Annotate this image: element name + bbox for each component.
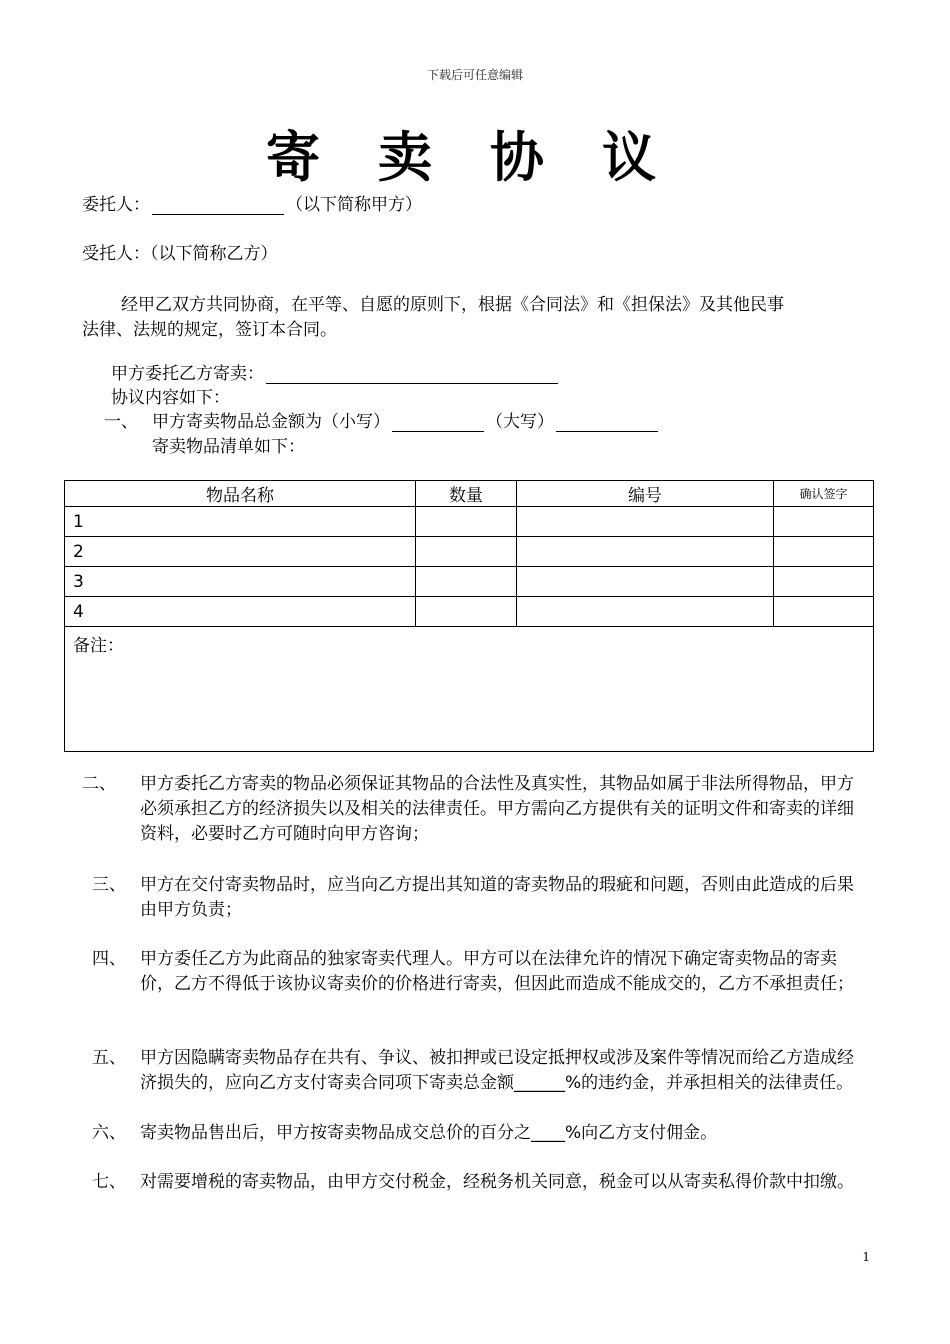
row-number: 2: [65, 537, 416, 567]
quantity-cell[interactable]: [416, 537, 517, 567]
clause-5: [92, 1046, 872, 1126]
clause-text: 对需要增税的寄卖物品，由甲方交付税金，经税务机关同意，税金可以从寄卖私得价款中扣缴。: [140, 1172, 854, 1192]
clause-number: 七、: [92, 1172, 126, 1192]
table-row: [65, 597, 874, 627]
page-number: 1: [862, 1250, 870, 1264]
amount-upper-blank[interactable]: [556, 414, 658, 432]
header-note: 下载后可任意编辑: [426, 68, 523, 82]
entrustor-blank[interactable]: [152, 197, 284, 215]
serial-cell[interactable]: [517, 537, 774, 567]
header-signature: 确认签字: [774, 481, 874, 507]
clause-number: 四、: [92, 949, 126, 969]
entrustor-label: 委托人：: [82, 195, 150, 215]
quantity-cell[interactable]: [416, 507, 517, 537]
consign-line: [111, 359, 560, 384]
clause-3: [92, 873, 872, 928]
agreement-intro: 协议内容如下：: [111, 388, 230, 408]
serial-cell[interactable]: [517, 597, 774, 627]
header-quantity: 数量: [416, 481, 517, 507]
entrustor-line: [82, 190, 422, 215]
table-header-row: [65, 481, 874, 507]
row-number: 4: [65, 597, 416, 627]
clause-number: 五、: [92, 1048, 126, 1068]
clause-4: [92, 947, 872, 1027]
amount-lower-blank[interactable]: [392, 414, 484, 432]
intro-line-1: 经甲乙双方共同协商，在平等、自愿的原则下，根据《合同法》和《担保法》及其他民事: [121, 295, 784, 315]
clause-6: [92, 1121, 872, 1149]
row-number: 1: [65, 507, 416, 537]
quantity-cell[interactable]: [416, 567, 517, 597]
clause-text: 甲方委托乙方寄卖的物品必须保证其物品的合法性及真实性，其物品如属于非法所得物品，甲方必须承担乙方的经济损失以及相关的法律责任。甲方需向乙方提供有关的证明文件和寄卖的详细资料，必要时乙方可随时向甲方咨询；: [140, 774, 854, 844]
items-table: [64, 480, 874, 752]
clause-1-num: 一、: [104, 412, 138, 432]
clause-7: [92, 1170, 872, 1225]
clause-text: 甲方因隐瞒寄卖物品存在共有、争议、被扣押或已设定抵押权或涉及案件等情况而给乙方造成经济损失的，应向乙方支付寄卖合同项下寄卖总金额______%的违约金，并承担相关的法律责任。: [140, 1048, 854, 1093]
remark-cell[interactable]: 备注：: [65, 627, 874, 752]
amount-lower-label: 甲方寄卖物品总金额为（小写）: [152, 412, 390, 432]
clause-text: 甲方委任乙方为此商品的独家寄卖代理人。甲方可以在法律允许的情况下确定寄卖物品的寄卖价，乙方不得低于该协议寄卖价的价格进行寄卖，但因此而造成不能成交的，乙方不承担责任；: [140, 949, 854, 994]
signature-cell[interactable]: [774, 567, 874, 597]
clause-1-amount: [152, 407, 660, 432]
clause-number: 三、: [92, 875, 126, 895]
clause-text: 寄卖物品售出后，甲方按寄卖物品成交总价的百分之____%向乙方支付佣金。: [140, 1123, 718, 1143]
table-row: [65, 537, 874, 567]
entrustor-suffix: （以下简称甲方）: [286, 195, 422, 215]
amount-upper-label: （大写）: [486, 412, 554, 432]
clause-number: 二、: [82, 774, 116, 794]
row-number: 3: [65, 567, 416, 597]
signature-cell[interactable]: [774, 507, 874, 537]
list-intro: 寄卖物品清单如下：: [152, 437, 305, 457]
quantity-cell[interactable]: [416, 597, 517, 627]
remark-row: [65, 627, 874, 752]
clause-number: 六、: [92, 1123, 126, 1143]
document-title: 寄卖协议: [266, 126, 714, 189]
signature-cell[interactable]: [774, 537, 874, 567]
serial-cell[interactable]: [517, 567, 774, 597]
header-item-name: 物品名称: [65, 481, 416, 507]
clause-2: [82, 772, 872, 852]
consign-blank[interactable]: [266, 366, 558, 384]
signature-cell[interactable]: [774, 597, 874, 627]
header-serial: 编号: [517, 481, 774, 507]
trustee-line: 受托人：（以下简称乙方）: [82, 244, 278, 264]
serial-cell[interactable]: [517, 507, 774, 537]
clause-text: 甲方在交付寄卖物品时，应当向乙方提出其知道的寄卖物品的瑕疵和问题，否则由此造成的后果由甲方负责；: [140, 875, 854, 920]
table-row: [65, 567, 874, 597]
consign-label: 甲方委托乙方寄卖：: [111, 364, 264, 384]
table-row: [65, 507, 874, 537]
intro-line-2: 法律、法规的规定，签订本合同。: [82, 320, 337, 340]
